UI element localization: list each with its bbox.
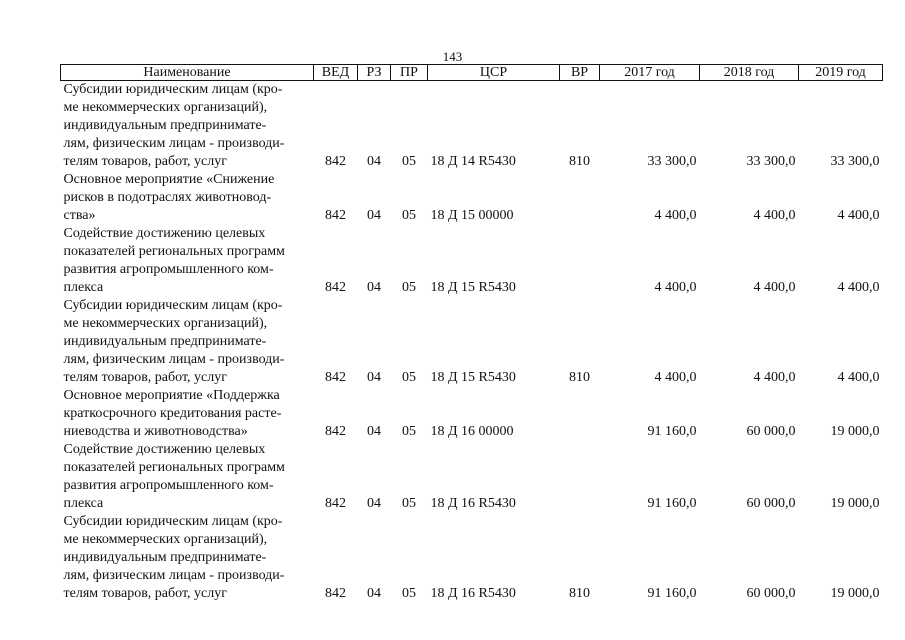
amount-2018-cell: 4 400,0 — [753, 280, 796, 295]
header-2018: 2018 год — [700, 65, 799, 81]
header-csr: ЦСР — [428, 65, 560, 81]
header-2019: 2019 год — [799, 65, 883, 81]
vr-cell: 810 — [569, 586, 590, 601]
row-name-cell — [61, 297, 314, 387]
table-row — [61, 225, 883, 297]
ved-cell: 842 — [325, 496, 346, 511]
amount-2019-cell: 4 400,0 — [837, 208, 880, 223]
amount-2018-cell: 60 000,0 — [746, 586, 796, 601]
row-name-line: лям, физическим лицам - производи- — [63, 136, 285, 151]
csr-cell: 18 Д 15 R5430 — [430, 370, 516, 385]
pr-cell: 05 — [402, 370, 416, 385]
amount-2017-cell: 91 160,0 — [647, 496, 697, 511]
row-name-line: краткосрочного кредитования расте- — [63, 406, 282, 421]
csr-cell: 18 Д 16 R5430 — [430, 586, 516, 601]
row-name-line: ме некоммерческих организаций), — [63, 532, 268, 547]
header-rz: РЗ — [358, 65, 391, 81]
header-ved: ВЕД — [314, 65, 358, 81]
vr-cell — [560, 225, 600, 297]
row-name-line: Содействие достижению целевых — [63, 226, 266, 241]
ved-cell: 842 — [325, 424, 346, 439]
amount-2019-cell: 33 300,0 — [830, 154, 880, 169]
row-name-line: показателей региональных программ — [63, 244, 285, 259]
vr-cell: 810 — [569, 370, 590, 385]
amount-2017-cell: 33 300,0 — [647, 154, 697, 169]
vr-cell — [560, 171, 600, 225]
ved-cell: 842 — [325, 280, 346, 295]
ved-cell: 842 — [325, 208, 346, 223]
csr-cell: 18 Д 14 R5430 — [430, 154, 516, 169]
row-name-line: развития агропромышленного ком- — [63, 262, 274, 277]
csr-cell: 18 Д 15 00000 — [430, 208, 514, 223]
row-name-line: Основное мероприятие «Снижение — [63, 172, 275, 187]
csr-cell: 18 Д 16 00000 — [430, 424, 514, 439]
row-name-line: Содействие достижению целевых — [63, 442, 266, 457]
table-body — [61, 81, 883, 604]
amount-2019-cell: 19 000,0 — [830, 424, 880, 439]
amount-2017-cell: 91 160,0 — [647, 586, 697, 601]
row-name-line: телям товаров, работ, услуг — [63, 154, 227, 169]
table-row — [61, 441, 883, 513]
row-name-line: Основное мероприятие «Поддержка — [63, 388, 280, 403]
row-name-line: ниеводства и животноводства» — [63, 424, 248, 439]
pr-cell: 05 — [402, 208, 416, 223]
header-vr: ВР — [560, 65, 600, 81]
row-name-cell — [61, 441, 314, 513]
ved-cell: 842 — [325, 370, 346, 385]
rz-cell: 04 — [367, 280, 381, 295]
header-pr: ПР — [391, 65, 428, 81]
rz-cell: 04 — [367, 586, 381, 601]
row-name-cell — [61, 513, 314, 603]
row-name-line: ме некоммерческих организаций), — [63, 100, 268, 115]
pr-cell: 05 — [402, 586, 416, 601]
amount-2018-cell: 33 300,0 — [746, 154, 796, 169]
amount-2019-cell: 19 000,0 — [830, 586, 880, 601]
amount-2018-cell: 60 000,0 — [746, 496, 796, 511]
amount-2018-cell: 4 400,0 — [753, 370, 796, 385]
row-name-line: индивидуальным предпринимате- — [63, 334, 267, 349]
row-name-line: рисков в подотраслях животновод- — [63, 190, 272, 205]
row-name-line: развития агропромышленного ком- — [63, 478, 274, 493]
row-name-line: Субсидии юридическим лицам (кро- — [63, 514, 283, 529]
pr-cell: 05 — [402, 154, 416, 169]
amount-2017-cell: 4 400,0 — [654, 208, 697, 223]
vr-cell: 810 — [569, 154, 590, 169]
row-name-cell — [61, 387, 314, 441]
table-row — [61, 297, 883, 387]
amount-2019-cell: 4 400,0 — [837, 370, 880, 385]
row-name-line: ме некоммерческих организаций), — [63, 316, 268, 331]
row-name-line: показателей региональных программ — [63, 460, 285, 475]
row-name-line: Субсидии юридическим лицам (кро- — [63, 298, 283, 313]
row-name-line: плекса — [63, 496, 104, 511]
pr-cell: 05 — [402, 496, 416, 511]
header-2017: 2017 год — [600, 65, 700, 81]
amount-2019-cell: 19 000,0 — [830, 496, 880, 511]
row-name-line: ства» — [63, 208, 96, 223]
amount-2018-cell: 60 000,0 — [746, 424, 796, 439]
row-name-line: индивидуальным предпринимате- — [63, 118, 267, 133]
budget-table — [60, 64, 883, 603]
table-header-row — [61, 65, 883, 81]
row-name-line: лям, физическим лицам - производи- — [63, 568, 285, 583]
row-name-line: телям товаров, работ, услуг — [63, 586, 227, 601]
table-row — [61, 81, 883, 172]
rz-cell: 04 — [367, 424, 381, 439]
table-row — [61, 171, 883, 225]
row-name-line: телям товаров, работ, услуг — [63, 370, 227, 385]
csr-cell: 18 Д 15 R5430 — [430, 280, 516, 295]
table-row — [61, 387, 883, 441]
row-name-line: плекса — [63, 280, 104, 295]
row-name-cell — [61, 171, 314, 225]
row-name-cell — [61, 81, 314, 172]
rz-cell: 04 — [367, 370, 381, 385]
ved-cell: 842 — [325, 154, 346, 169]
amount-2018-cell: 4 400,0 — [753, 208, 796, 223]
row-name-cell — [61, 225, 314, 297]
csr-cell: 18 Д 16 R5430 — [430, 496, 516, 511]
vr-cell — [560, 441, 600, 513]
amount-2017-cell: 4 400,0 — [654, 370, 697, 385]
rz-cell: 04 — [367, 208, 381, 223]
rz-cell: 04 — [367, 496, 381, 511]
table-row — [61, 513, 883, 603]
row-name-line: Субсидии юридическим лицам (кро- — [63, 82, 283, 97]
amount-2019-cell: 4 400,0 — [837, 280, 880, 295]
pr-cell: 05 — [402, 424, 416, 439]
pr-cell: 05 — [402, 280, 416, 295]
row-name-line: индивидуальным предпринимате- — [63, 550, 267, 565]
header-name: Наименование — [61, 65, 314, 81]
vr-cell — [560, 387, 600, 441]
ved-cell: 842 — [325, 586, 346, 601]
row-name-line: лям, физическим лицам - производи- — [63, 352, 285, 367]
rz-cell: 04 — [367, 154, 381, 169]
amount-2017-cell: 4 400,0 — [654, 280, 697, 295]
amount-2017-cell: 91 160,0 — [647, 424, 697, 439]
page-number: 143 — [442, 49, 463, 64]
